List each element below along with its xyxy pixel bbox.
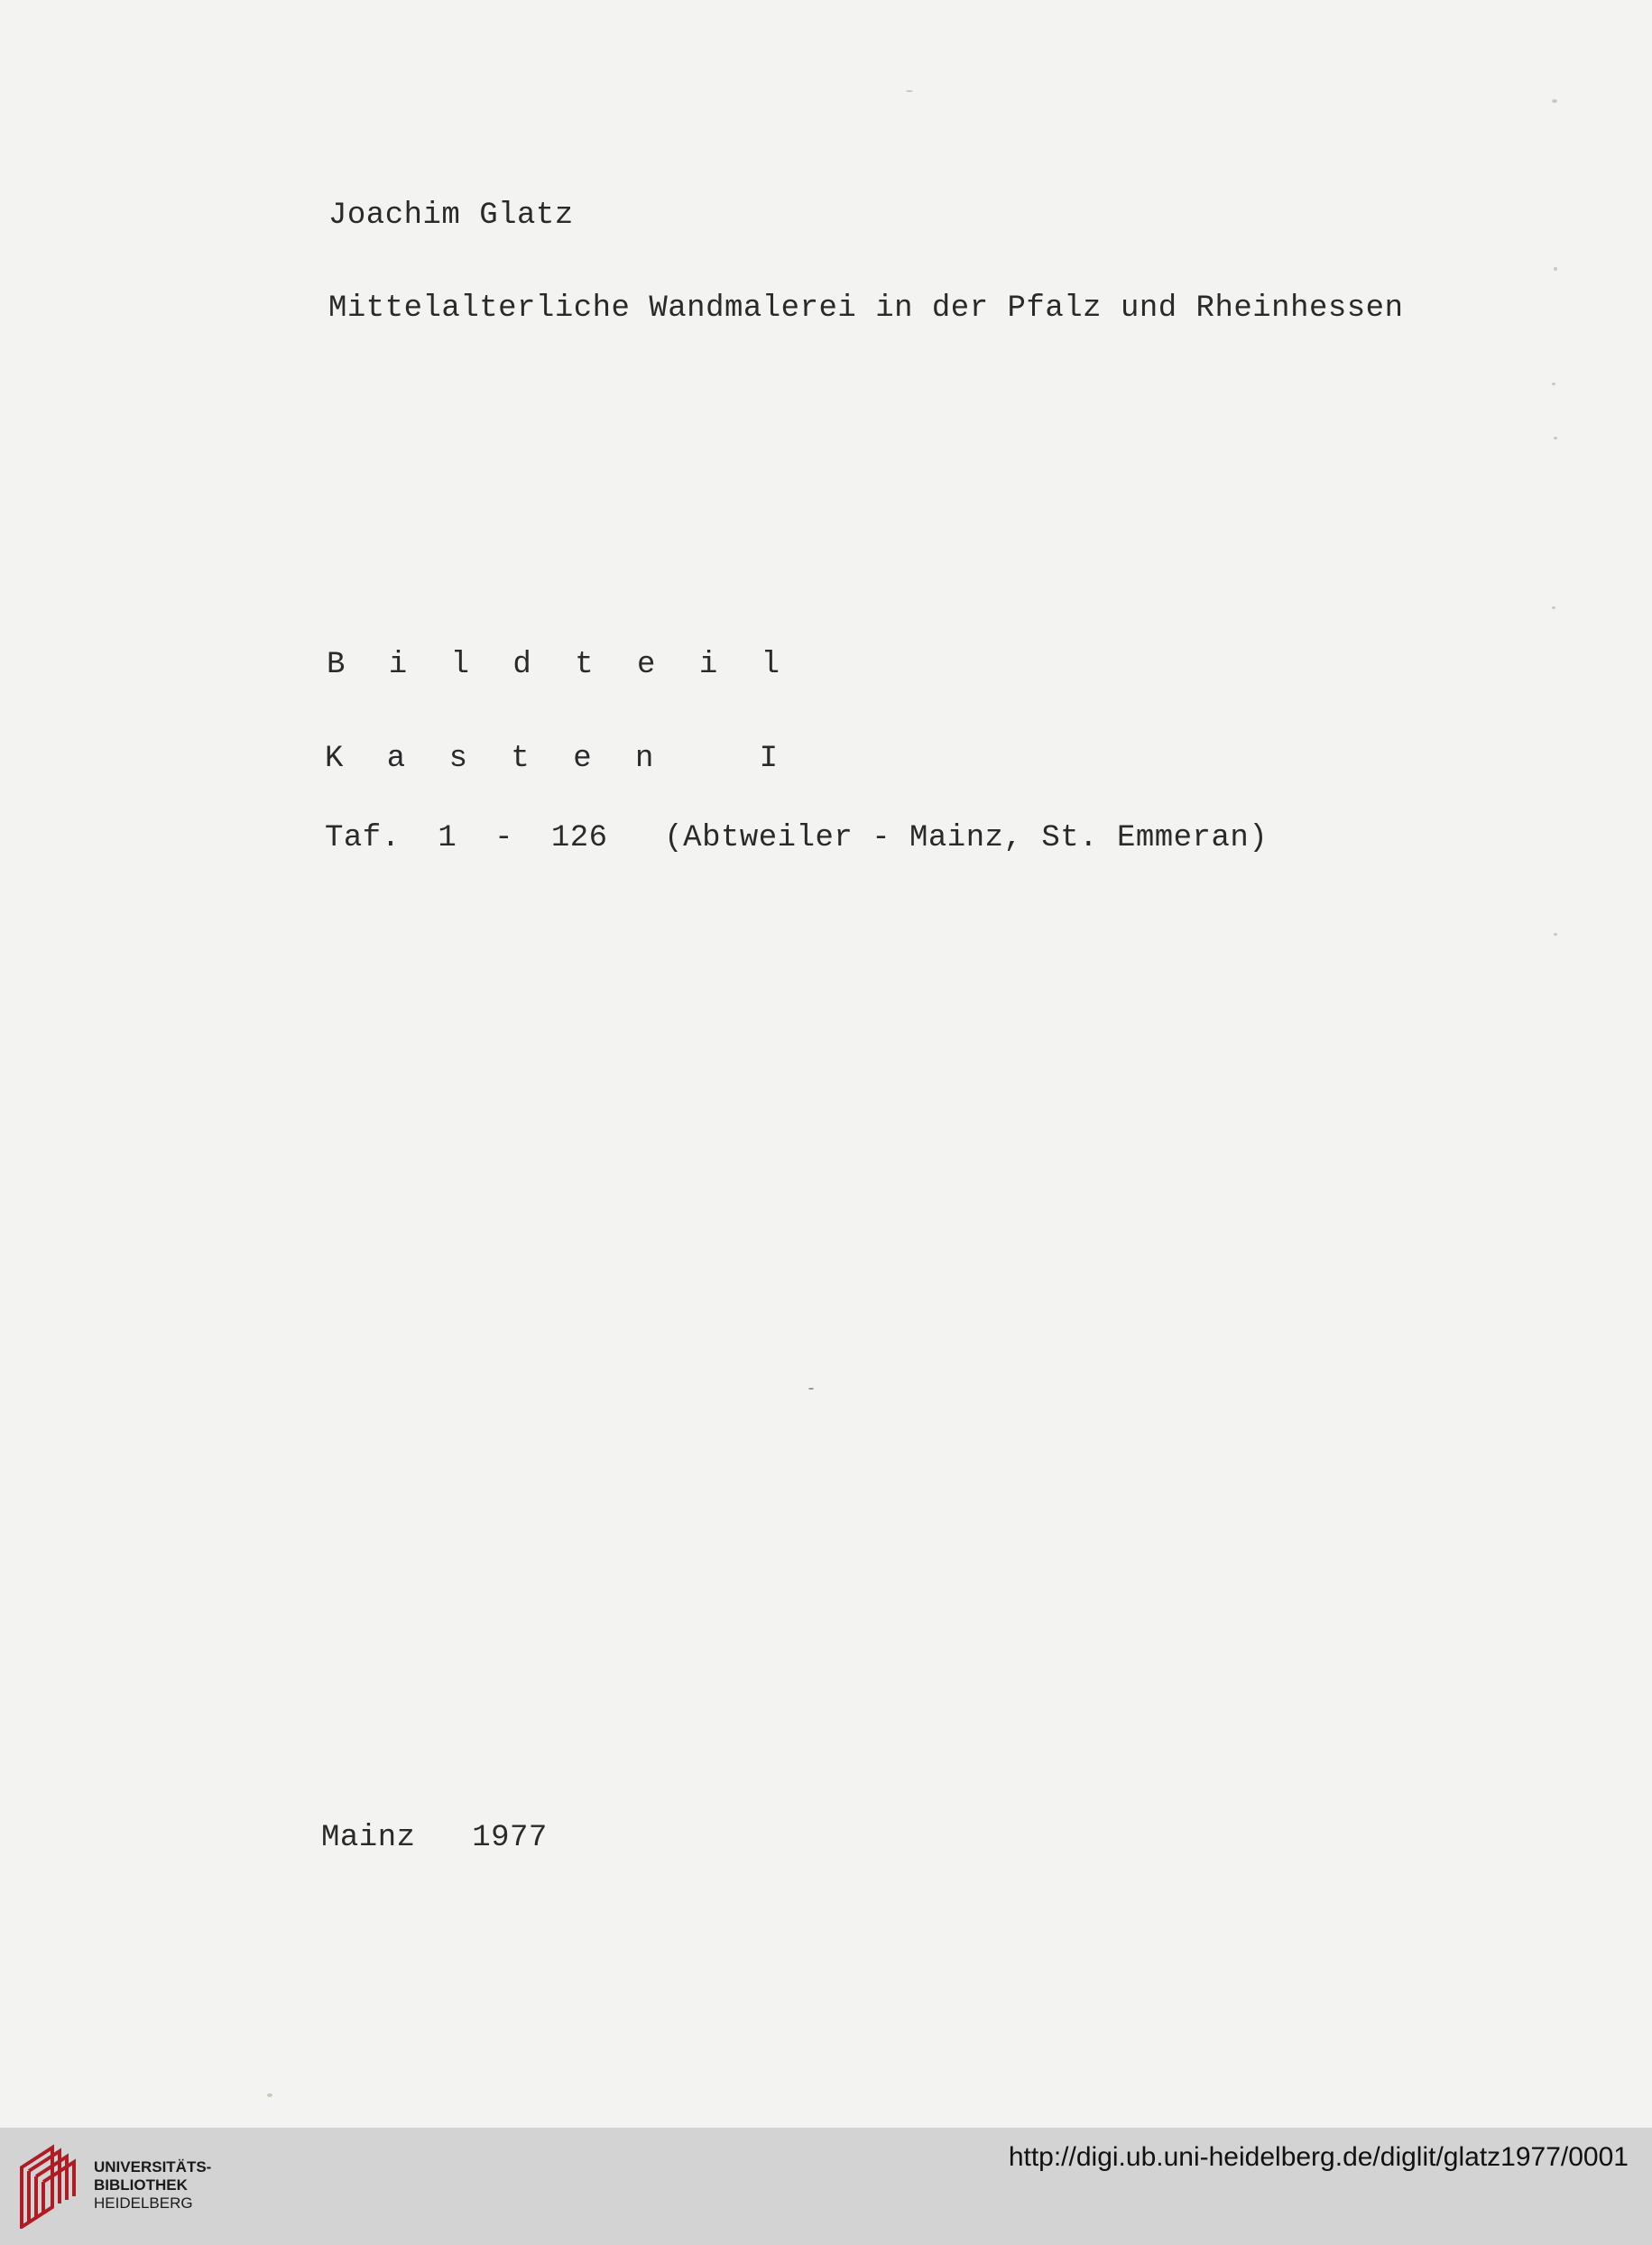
- paper-speck: [1552, 383, 1555, 385]
- paper-speck: [1552, 606, 1555, 609]
- paper-speck: [1554, 437, 1557, 439]
- box-label: K a s t e n I: [325, 742, 791, 776]
- library-name-line3: HEIDELBERG: [94, 2194, 193, 2212]
- paper-speck: [267, 2093, 272, 2097]
- paper-speck: [1552, 99, 1557, 103]
- document-title: Mittelalterliche Wandmalerei in der Pfalz und Rheinhessen: [328, 291, 1404, 326]
- library-logo-icon: [16, 2140, 90, 2229]
- library-name: [94, 2158, 211, 2213]
- plates-range: Taf. 1 - 126 (Abtweiler - Mainz, St. Emmeran): [325, 821, 1269, 855]
- paper-speck: [808, 1388, 814, 1390]
- paper-speck: [906, 90, 913, 92]
- library-name-line2: BIBLIOTHEK: [94, 2176, 188, 2194]
- paper-speck: [1554, 267, 1557, 271]
- section-heading: B i l d t e i l: [327, 648, 793, 682]
- place-and-year: Mainz 1977: [321, 1821, 548, 1855]
- library-name-line1: UNIVERSITÄTS-: [94, 2158, 212, 2176]
- permalink-url[interactable]: http://digi.ub.uni-heidelberg.de/diglit/glatz1977/0001: [1008, 2142, 1629, 2172]
- paper-speck: [1554, 933, 1557, 936]
- author-name: Joachim Glatz: [328, 199, 574, 233]
